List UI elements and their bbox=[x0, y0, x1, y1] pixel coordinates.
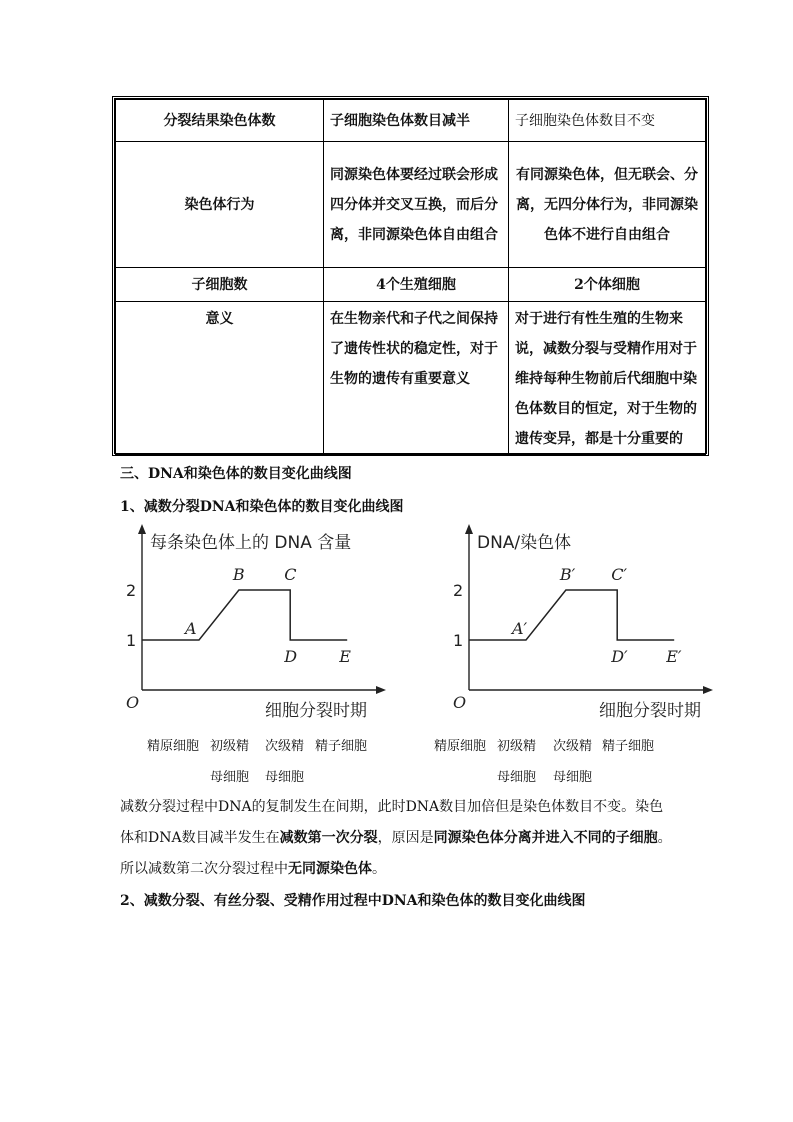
y-tick-label: 1 bbox=[126, 631, 137, 650]
text: 所以减数第二次分裂过程中 bbox=[120, 861, 288, 877]
row-label: 子细胞数 bbox=[116, 268, 324, 302]
y-tick-label: 2 bbox=[453, 581, 464, 600]
point-label-3: C bbox=[284, 565, 297, 584]
meiosis-cell: 子细胞染色体数目减半 bbox=[324, 100, 509, 142]
explanation-line bbox=[120, 823, 680, 854]
subsection-title: 1、减数分裂DNA和染色体的数目变化曲线图 bbox=[120, 499, 404, 515]
row-label: 分裂结果染色体数 bbox=[116, 100, 324, 142]
stage-label: 母细胞 bbox=[497, 770, 537, 785]
point-label-2: B bbox=[232, 565, 245, 584]
explanation-line bbox=[120, 792, 680, 823]
y-tick-label: 1 bbox=[453, 631, 464, 650]
point-label-1: A bbox=[185, 619, 197, 638]
text: 。 bbox=[372, 861, 386, 877]
emphasis: 无同源染色体 bbox=[288, 861, 372, 877]
text: 体和DNA数目减半发生在 bbox=[120, 830, 280, 846]
stage-label: 精原细胞 bbox=[434, 739, 487, 754]
emphasis: 同源染色体分离并进入不同的子细胞 bbox=[433, 830, 658, 846]
stage-label: 初级精 bbox=[497, 739, 537, 754]
x-axis-label: 细胞分裂时期 bbox=[265, 701, 367, 721]
mitosis-cell: 子细胞染色体数目不变 bbox=[509, 100, 706, 142]
point-label-3: C′ bbox=[611, 565, 628, 584]
stage-label: 精原细胞 bbox=[147, 739, 200, 754]
mitosis-cell: 2个体细胞 bbox=[509, 268, 706, 302]
y-axis-arrow bbox=[465, 524, 473, 534]
x-axis-label: 细胞分裂时期 bbox=[599, 701, 701, 721]
stage-label: 精子细胞 bbox=[315, 739, 368, 754]
table-row bbox=[116, 268, 706, 302]
x-axis-arrow bbox=[376, 686, 386, 694]
data-line bbox=[142, 590, 347, 640]
subsection-title: 2、减数分裂、有丝分裂、受精作用过程中DNA和染色体的数目变化曲线图 bbox=[120, 893, 586, 909]
stage-label: 次级精 bbox=[265, 739, 305, 754]
meiosis-cell: 同源染色体要经过联会形成四分体并交叉互换，而后分离，非同源染色体自由组合 bbox=[324, 142, 509, 268]
stage-label: 母细胞 bbox=[265, 770, 305, 785]
text: 。 bbox=[657, 830, 672, 846]
mitosis-cell: 有同源染色体，但无联会、分离，无四分体行为，非同源染色体不进行自由组合 bbox=[509, 142, 706, 268]
row-label: 意义 bbox=[116, 302, 324, 455]
stage-label: 母细胞 bbox=[210, 770, 250, 785]
mitosis-cell: 对于进行有性生殖的生物来说，减数分裂与受精作用对于维持每种生物前后代细胞中染色体数目的恒定，对于生物的遗传变异，都是十分重要的 bbox=[509, 302, 706, 455]
point-label-4: D′ bbox=[611, 647, 628, 666]
stage-label: 母细胞 bbox=[553, 770, 593, 785]
emphasis: 减数第一次分裂 bbox=[279, 830, 378, 846]
stage-label: 次级精 bbox=[553, 739, 593, 754]
data-line bbox=[469, 590, 674, 640]
point-label-4: D bbox=[284, 647, 298, 666]
x-axis-arrow bbox=[703, 686, 713, 694]
table-row bbox=[116, 100, 706, 142]
stage-label: 初级精 bbox=[210, 739, 250, 754]
y-axis-arrow bbox=[138, 524, 146, 534]
point-label-2: B′ bbox=[559, 565, 576, 584]
origin-label: O bbox=[126, 693, 140, 712]
comparison-table bbox=[112, 96, 709, 456]
origin-label: O bbox=[453, 693, 467, 712]
table-row bbox=[116, 142, 706, 268]
y-tick-label: 2 bbox=[126, 581, 137, 600]
point-label-5: E′ bbox=[666, 647, 682, 666]
point-label-5: E bbox=[339, 647, 351, 666]
table-row bbox=[116, 302, 706, 455]
y-axis-label: 每条染色体上的 DNA 含量 bbox=[150, 533, 352, 553]
stage-label: 精子细胞 bbox=[602, 739, 655, 754]
meiosis-cell: 在生物亲代和子代之间保持了遗传性状的稳定性，对于生物的遗传有重要意义 bbox=[324, 302, 509, 455]
text: ，原因是 bbox=[377, 830, 434, 846]
section-title: 三、DNA和染色体的数目变化曲线图 bbox=[120, 466, 352, 482]
dna-chromosome-ratio-chart bbox=[447, 520, 737, 725]
meiosis-cell: 4个生殖细胞 bbox=[324, 268, 509, 302]
y-axis-label: DNA/染色体 bbox=[477, 533, 572, 553]
explanation-line bbox=[120, 854, 680, 885]
point-label-1: A′ bbox=[512, 619, 528, 638]
dna-per-chromosome-chart bbox=[120, 520, 400, 725]
text: 减数分裂过程中DNA的复制发生在间期，此时DNA数目加倍但是染色体数目不变。染色 bbox=[120, 799, 664, 815]
explanation-paragraph bbox=[120, 792, 680, 885]
row-label: 染色体行为 bbox=[116, 142, 324, 268]
